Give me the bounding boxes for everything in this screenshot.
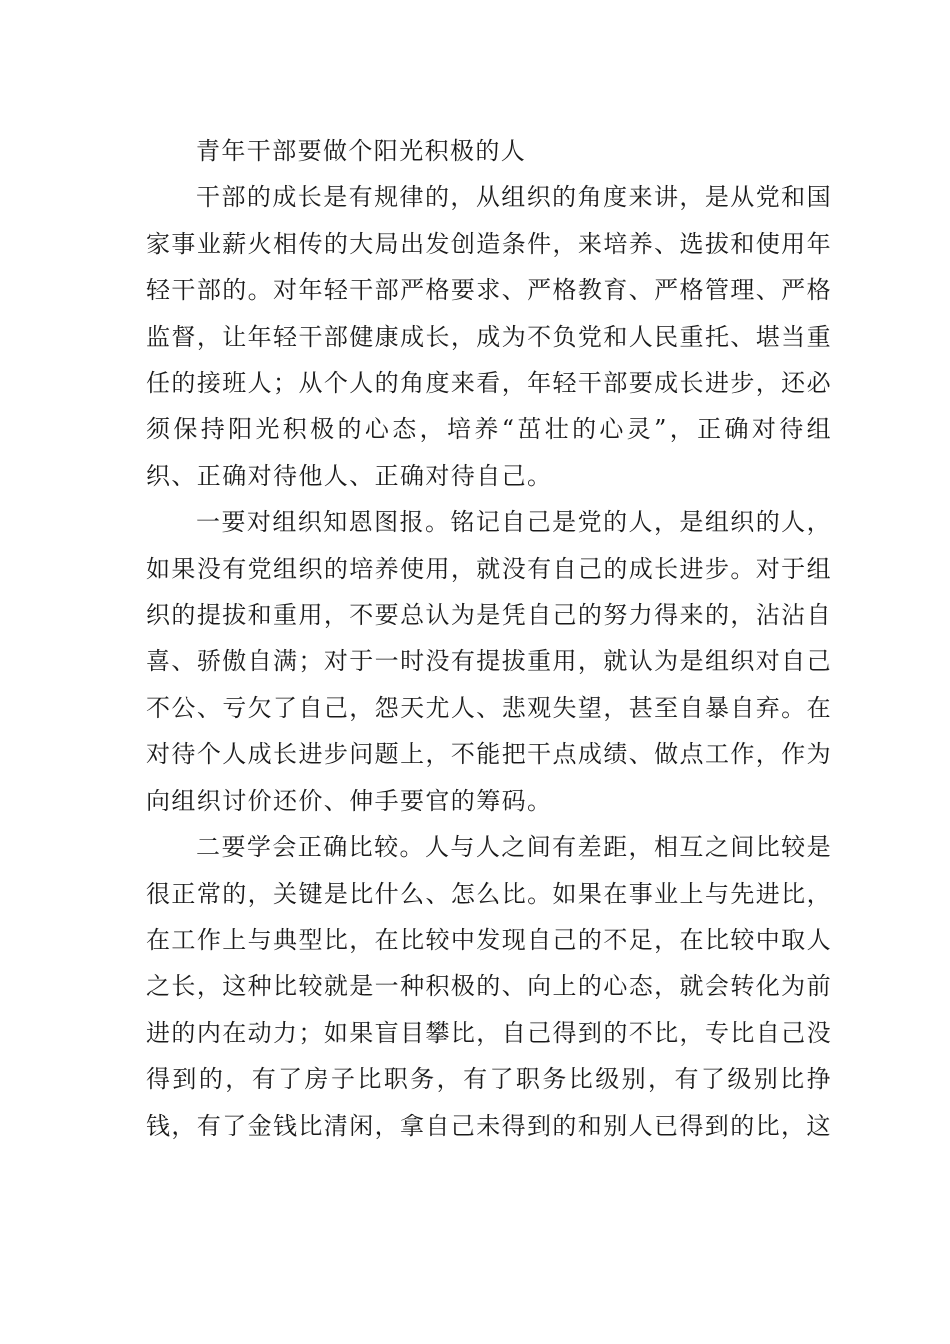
- document-title: 青年干部要做个阳光积极的人: [196, 137, 527, 165]
- paragraph-point-two: 二要学会正确比较。人与人之间有差距，相互之间比较是很正常的，关键是比什么、怎么比。如果在事业上与先进比，在工作上与典型比，在比较中发现自己的不足，在比较中取人之长，这种比较就是一种积极的、向上的心态，就会转化为前进的内在动力；如果盲目攀比，自己得到的不比，专比自己没得到的，有了房子比职务，有了职务比级别，有了级别比挣钱，有了金钱比清闲，拿自己未得到的和别人已得到的比，这: [146, 833, 832, 1140]
- document-body: [146, 128, 832, 1149]
- paragraph-intro: 干部的成长是有规律的，从组织的角度来讲，是从党和国家事业薪火相传的大局出发创造条件，来培养、选拔和使用年轻干部的。对年轻干部严格要求、严格教育、严格管理、严格监督，让年轻干部健康成长，成为不负党和人民重托、堪当重任的接班人；从个人的角度来看，年轻干部要成长进步，还必须保持阳光积极的心态，培养“茁壮的心灵”，正确对待组织、正确对待他人、正确对待自己。: [146, 183, 832, 490]
- paragraph-point-one: 一要对组织知恩图报。铭记自己是党的人，是组织的人，如果没有党组织的培养使用，就没有自己的成长进步。对于组织的提拔和重用，不要总认为是凭自己的努力得来的，沾沾自喜、骄傲自满；对于一时没有提拔重用，就认为是组织对自己不公、亏欠了自己，怨天尤人、悲观失望，甚至自暴自弃。在对待个人成长进步问题上，不能把干点成绩、做点工作，作为向组织讨价还价、伸手要官的筹码。: [146, 508, 832, 815]
